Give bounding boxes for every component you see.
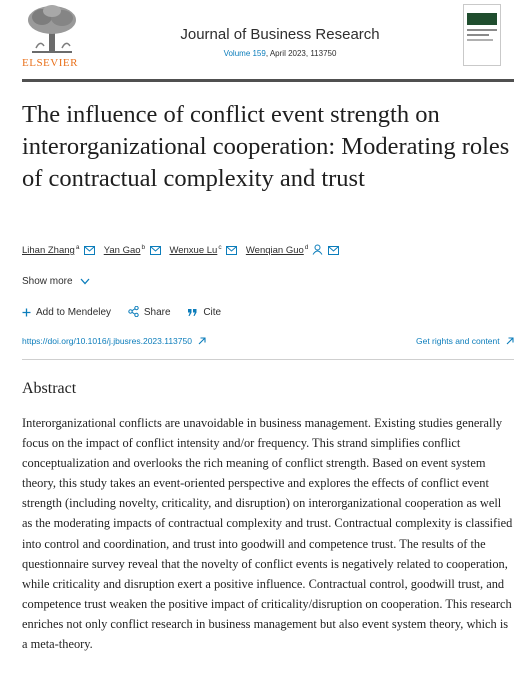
- quote-icon: [187, 308, 198, 317]
- share-icon: [128, 306, 139, 317]
- journal-cover-thumbnail[interactable]: [463, 4, 501, 66]
- share-button[interactable]: [128, 306, 171, 318]
- mail-icon[interactable]: [328, 246, 339, 255]
- volume-info: [130, 49, 430, 58]
- rights-link[interactable]: [416, 336, 514, 346]
- mendeley-label: Add to Mendeley: [36, 307, 112, 318]
- author-affiliation-sup: b: [141, 244, 146, 251]
- author-name-link[interactable]: Wenxue Lu: [169, 245, 218, 257]
- journal-title[interactable]: Journal of Business Research: [180, 26, 380, 43]
- author-name-link[interactable]: Yan Gao: [103, 245, 141, 257]
- author: [169, 244, 237, 256]
- cover-band: [467, 13, 497, 25]
- author-name-link[interactable]: Wenqian Guo: [245, 245, 304, 257]
- plus-icon: [22, 308, 31, 317]
- show-more-button[interactable]: [22, 276, 90, 287]
- cover-line: [467, 39, 493, 41]
- article-actions: [22, 306, 235, 318]
- external-link-icon: [198, 337, 206, 345]
- person-icon[interactable]: [312, 244, 323, 255]
- author: [104, 244, 161, 256]
- volume-details: , April 2023, 113750: [265, 49, 337, 58]
- publisher-logo-text: ELSEVIER: [22, 57, 78, 69]
- author-name-link[interactable]: Lihan Zhang: [22, 245, 75, 257]
- cite-button[interactable]: [187, 307, 221, 318]
- abstract-body: Interorganizational conflicts are unavoidable in business management. Existing studies generally focus on the impact of conflict intensity and/or frequency. This strand simplifies conflict conceptualization and overlooks the rich meaning of conflict strength. Based on event system theory, this study takes an event-oriented perspective and explores the effects of conflict event strength (including novelty, criticality, and disruption) on interorganizational cooperation as well as the moderating impacts of contractual complexity and trust. Contractual complexity is classified into control and coordination, and trust into goodwill and competence trust. The results of the questionnaire survey reveal that the novelty of conflict events is negatively related to cooperation, while criticality and disruption exert a positive influence. Contractual control, goodwill trust, and competence trust weaken the positive impact of criticality/disruption on cooperation. This research enriches not only conflict research in business management but also event system theory, which is a meta-theory.: [22, 416, 513, 652]
- abstract-heading: Abstract: [22, 380, 77, 397]
- doi-label: https://doi.org/10.1016/j.jbusres.2023.113750: [22, 336, 192, 346]
- elsevier-tree-logo[interactable]: [22, 4, 82, 56]
- add-to-mendeley-button[interactable]: [22, 307, 111, 318]
- header-divider: [22, 79, 514, 82]
- author-affiliation-sup: d: [304, 244, 309, 251]
- rights-label: Get rights and content: [415, 336, 500, 346]
- doi-link[interactable]: [22, 336, 206, 346]
- mail-icon[interactable]: [150, 246, 161, 255]
- share-label: Share: [143, 307, 171, 318]
- show-more-label: Show more: [22, 276, 73, 287]
- article-title: The influence of conflict event strength on interorganizational cooperation: Moderating roles of contractual complexity and trust: [22, 101, 510, 192]
- section-divider: [22, 359, 514, 360]
- chevron-down-icon: [80, 278, 90, 285]
- cite-label: Cite: [203, 307, 222, 318]
- author-list: [22, 244, 345, 256]
- cover-line: [467, 29, 497, 31]
- mail-icon[interactable]: [84, 246, 95, 255]
- volume-link[interactable]: Volume 159: [223, 49, 266, 58]
- cover-line: [467, 34, 489, 36]
- article-header: [0, 0, 523, 78]
- external-link-icon: [506, 337, 514, 345]
- author: [246, 244, 339, 256]
- author-affiliation-sup: a: [75, 244, 80, 251]
- author: [22, 244, 95, 256]
- mail-icon[interactable]: [226, 246, 237, 255]
- author-affiliation-sup: c: [218, 244, 222, 251]
